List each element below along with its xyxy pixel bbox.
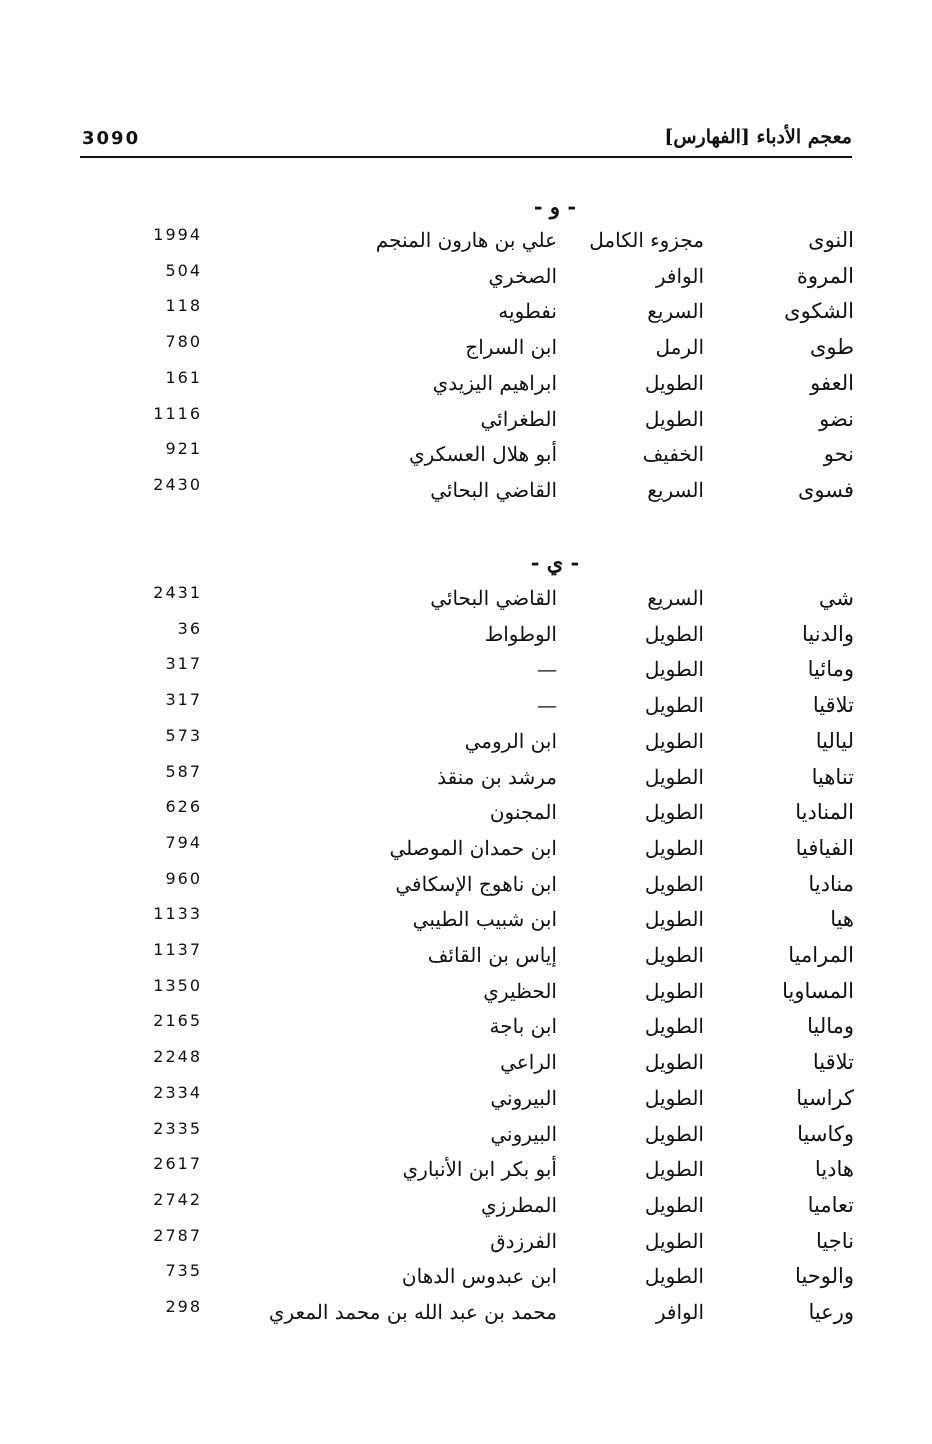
poetic-meter: الطويل xyxy=(644,693,704,718)
running-title: معجم الأدباء [الفهارس] xyxy=(664,126,852,148)
page-reference: 2334 xyxy=(153,1082,202,1102)
poet-name: — xyxy=(537,693,557,718)
poetic-meter: الطويل xyxy=(644,907,704,932)
rhyme-word: النوى xyxy=(808,228,854,252)
page-reference: 1133 xyxy=(153,904,202,924)
poet-name: الطغرائي xyxy=(480,406,557,431)
poetic-meter: الطويل xyxy=(644,1085,704,1110)
index-row xyxy=(0,1261,932,1300)
page-reference: 735 xyxy=(165,1261,202,1281)
poet-name: القاضي البحائي xyxy=(430,586,557,610)
rhyme-word: مناديا xyxy=(808,871,854,896)
poetic-meter: الطويل xyxy=(644,728,704,753)
page-reference: 1994 xyxy=(153,225,202,244)
index-row xyxy=(0,618,932,658)
page-reference: 317 xyxy=(165,654,202,674)
rhyme-word: تلاقيا xyxy=(812,1050,854,1075)
page-reference: 960 xyxy=(165,868,202,888)
index-row xyxy=(0,1011,932,1050)
index-row xyxy=(0,1297,932,1336)
page-reference: 587 xyxy=(165,761,202,781)
poetic-meter: الطويل xyxy=(644,657,704,682)
rhyme-word: تلاقيا xyxy=(812,693,854,718)
page-reference: 36 xyxy=(177,618,202,638)
poetic-meter: السريع xyxy=(647,477,704,502)
rhyme-word: المناديا xyxy=(795,800,854,825)
poet-name: إياس بن القائف xyxy=(427,943,557,967)
poetic-meter: الطويل xyxy=(644,1264,704,1289)
poet-name: نفطويه xyxy=(498,299,557,324)
poet-name: — xyxy=(537,657,557,682)
rhyme-word: فسوى xyxy=(797,477,854,502)
poet-name: الفرزدق xyxy=(490,1228,557,1253)
poet-name: الراعي xyxy=(500,1050,557,1075)
page-reference: 118 xyxy=(165,296,202,316)
page-reference: 921 xyxy=(165,439,202,459)
poetic-meter: مجزوء الكامل xyxy=(589,228,704,252)
poetic-meter: الطويل xyxy=(644,871,704,896)
index-row xyxy=(0,797,932,836)
poet-name: أبو هلال العسكري xyxy=(408,442,557,467)
index-row xyxy=(0,832,932,872)
rhyme-word: شي xyxy=(818,586,854,610)
poet-name: ابن الرومي xyxy=(464,728,557,753)
index-row xyxy=(0,296,932,335)
page-reference: 573 xyxy=(165,725,202,745)
page-reference: 298 xyxy=(165,1297,202,1316)
poetic-meter: الطويل xyxy=(644,1192,704,1217)
poet-name: ابن السراج xyxy=(465,335,557,360)
index-row xyxy=(0,439,932,478)
rhyme-word: تناهيا xyxy=(811,764,854,789)
page-reference: 2248 xyxy=(153,1047,202,1067)
rhyme-word: وماليا xyxy=(807,1014,854,1039)
index-row xyxy=(0,868,932,908)
index-row xyxy=(0,1082,932,1122)
index-row xyxy=(0,654,932,693)
poetic-meter: الطويل xyxy=(644,1157,704,1182)
poet-name: المطرزي xyxy=(481,1192,557,1217)
poetic-meter: الوافر xyxy=(655,263,704,288)
page-reference: 780 xyxy=(165,332,202,352)
page-reference: 2431 xyxy=(153,583,202,602)
poet-name: ابن شبيب الطيبي xyxy=(412,907,557,932)
page-reference: 2335 xyxy=(153,1118,202,1138)
section-letter-heading: - و - xyxy=(533,194,577,219)
poetic-meter: الرمل xyxy=(655,335,704,360)
index-row xyxy=(0,1047,932,1086)
poet-name: مرشد بن منقذ xyxy=(437,764,557,789)
poet-name: البيروني xyxy=(490,1121,557,1146)
page-reference: 504 xyxy=(165,260,202,280)
poetic-meter: السريع xyxy=(647,299,704,324)
rhyme-word: والوحيا xyxy=(795,1264,854,1289)
rhyme-word: ومائيا xyxy=(807,657,854,682)
poetic-meter: السريع xyxy=(647,586,704,610)
page-reference: 2617 xyxy=(153,1154,202,1174)
index-row xyxy=(0,1118,932,1158)
rhyme-word: هاديا xyxy=(814,1157,854,1182)
poetic-meter: الطويل xyxy=(644,1121,704,1146)
index-row xyxy=(0,690,932,729)
poetic-meter: الطويل xyxy=(644,800,704,825)
poetic-meter: الخفيف xyxy=(642,442,704,467)
poet-name: ابن عبدوس الدهان xyxy=(401,1264,557,1289)
page-reference: 161 xyxy=(165,367,202,387)
rhyme-word: هيا xyxy=(830,907,854,932)
rhyme-word: والدنيا xyxy=(802,621,854,646)
rhyme-word: تعاميا xyxy=(807,1192,854,1217)
page-header xyxy=(80,118,852,158)
page-number: 3090 xyxy=(82,128,141,149)
page-reference: 2165 xyxy=(153,1011,202,1031)
index-row xyxy=(0,940,932,979)
poet-name: أبو بكر ابن الأنباري xyxy=(402,1157,557,1182)
index-row xyxy=(0,904,932,943)
index-row xyxy=(0,1154,932,1193)
index-row xyxy=(0,260,932,300)
poet-name: ابن باجة xyxy=(489,1014,557,1039)
poet-name: الحظيري xyxy=(483,978,557,1003)
index-row xyxy=(0,474,932,514)
rhyme-word: المروة xyxy=(796,263,854,288)
index-row xyxy=(0,583,932,622)
poetic-meter: الطويل xyxy=(644,1228,704,1253)
poet-name: محمد بن عبد الله بن محمد المعري xyxy=(268,1300,557,1324)
rhyme-word: وكاسيا xyxy=(797,1121,854,1146)
poetic-meter: الطويل xyxy=(644,835,704,860)
rhyme-word: نضو xyxy=(819,406,854,431)
index-row xyxy=(0,1189,932,1229)
index-row xyxy=(0,725,932,765)
poet-name: القاضي البحائي xyxy=(430,477,557,502)
poetic-meter: الطويل xyxy=(644,943,704,967)
rhyme-word: الشكوى xyxy=(784,299,854,324)
page-reference: 1350 xyxy=(153,975,202,995)
rhyme-word: نحو xyxy=(823,442,854,467)
rhyme-word: العفو xyxy=(810,370,854,395)
page-reference: 2430 xyxy=(153,474,202,494)
index-row xyxy=(0,332,932,371)
page-reference: 2787 xyxy=(153,1225,202,1245)
index-row xyxy=(0,225,932,264)
poet-name: الوطواط xyxy=(484,621,557,646)
poetic-meter: الطويل xyxy=(644,1050,704,1075)
rhyme-word: لياليا xyxy=(815,728,854,753)
poetic-meter: الطويل xyxy=(644,370,704,395)
index-row xyxy=(0,1225,932,1265)
rhyme-word: ورعيا xyxy=(808,1300,854,1324)
index-row xyxy=(0,403,932,443)
poetic-meter: الطويل xyxy=(644,406,704,431)
poet-name: الصخري xyxy=(488,263,557,288)
poet-name: علي بن هارون المنجم xyxy=(375,228,557,252)
poet-name: المجنون xyxy=(489,800,557,825)
index-row xyxy=(0,367,932,407)
index-row xyxy=(0,761,932,801)
poet-name: ابراهيم اليزيدي xyxy=(432,370,557,395)
page-reference: 2742 xyxy=(153,1189,202,1209)
poet-name: ابن حمدان الموصلي xyxy=(389,835,557,860)
poetic-meter: الطويل xyxy=(644,621,704,646)
poetic-meter: الوافر xyxy=(655,1300,704,1324)
rhyme-word: كراسيا xyxy=(796,1085,854,1110)
rhyme-word: ناجيا xyxy=(816,1228,854,1253)
rhyme-word: الفيافيا xyxy=(795,835,854,860)
page-reference: 626 xyxy=(165,797,202,817)
page-reference: 1137 xyxy=(153,940,202,959)
poet-name: البيروني xyxy=(490,1085,557,1110)
section-letter-heading: - ي - xyxy=(530,550,580,575)
poetic-meter: الطويل xyxy=(644,764,704,789)
rhyme-word: المساويا xyxy=(782,978,854,1003)
poetic-meter: الطويل xyxy=(644,978,704,1003)
poet-name: ابن ناهوج الإسكافي xyxy=(395,871,557,896)
rhyme-word: طوى xyxy=(810,335,854,360)
page-reference: 794 xyxy=(165,832,202,852)
poetic-meter: الطويل xyxy=(644,1014,704,1039)
page-reference: 317 xyxy=(165,690,202,710)
index-row xyxy=(0,975,932,1015)
rhyme-word: المراميا xyxy=(788,943,854,967)
page-reference: 1116 xyxy=(153,403,202,423)
